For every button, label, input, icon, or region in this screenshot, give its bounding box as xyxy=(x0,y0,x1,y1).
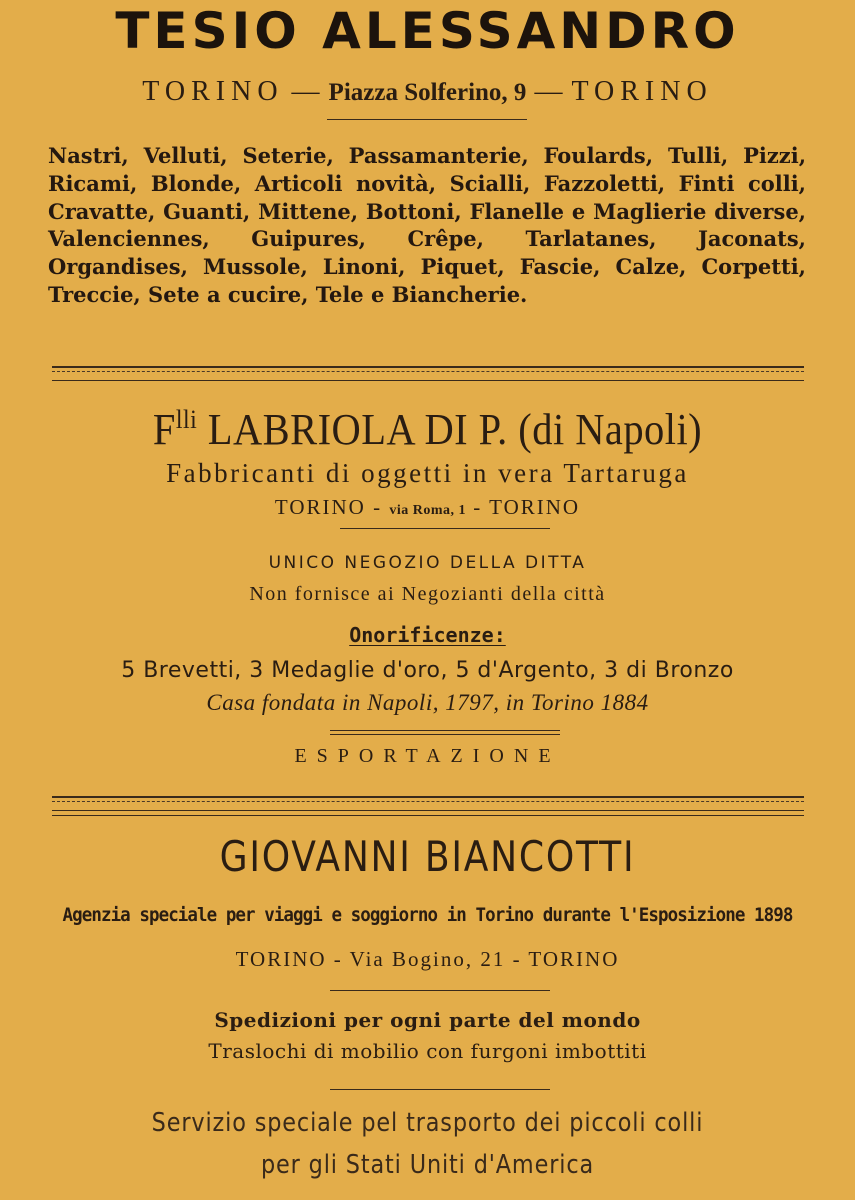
biancotti-rule-2 xyxy=(330,1089,550,1090)
divider-1 xyxy=(52,366,804,381)
labriola-title-rest: LABRIOLA DI P. (di Napoli) xyxy=(197,405,703,454)
labriola-address xyxy=(0,495,855,520)
tesio-product-list: Nastri, Velluti, Seterie, Passamanterie, Foulards, Tulli, Pizzi, Ricami, Blonde, Articoli novità, Scialli, Fazzoletti, Finti colli, Cravatte, Guanti, Mittene, Bottoni, Flanelle e Maglierie diverse, Valenciennes, Guipures, Crêpe, Tarlatanes, Jaconats, Organdises, Mussole, Linoni, Piquet, Fascie, Calze, Corpetti, Treccie, Sete a cucire, Tele e Biancherie. xyxy=(48,143,806,307)
tesio-separator-left: — xyxy=(291,76,321,107)
labriola-esportazione: ESPORTAZIONE xyxy=(294,745,561,767)
divider-2-bottom xyxy=(52,815,804,816)
tesio-city-left: TORINO xyxy=(142,76,284,107)
labriola-title-sup: lli xyxy=(175,405,198,434)
divider-2 xyxy=(52,796,804,811)
labriola-title xyxy=(34,404,821,455)
labriola-rule-3 xyxy=(330,734,560,735)
biancotti-spedizioni: Spedizioni per ogni parte del mondo xyxy=(214,1008,641,1032)
biancotti-title: GIOVANNI BIANCOTTI xyxy=(219,832,636,881)
labriola-city-left: TORINO - xyxy=(274,495,390,519)
labriola-city-right: - TORINO xyxy=(466,495,581,519)
labriola-street: via Roma, 1 xyxy=(389,503,467,518)
labriola-casa-fondata: Casa fondata in Napoli, 1797, in Torino 1884 xyxy=(206,690,649,715)
biancotti-address: TORINO - Via Bogino, 21 - TORINO xyxy=(235,947,620,971)
tesio-street: Piazza Solferino, 9 xyxy=(328,79,527,106)
tesio-separator-right: — xyxy=(534,76,564,107)
biancotti-servizio-line-1: Servizio speciale pel trasporto dei piccoli colli xyxy=(151,1108,704,1138)
biancotti-servizio-line-2: per gli Stati Uniti d'America xyxy=(260,1150,595,1180)
labriola-rule-2 xyxy=(330,730,560,731)
labriola-short-rule xyxy=(340,528,550,529)
biancotti-short-rule xyxy=(330,990,550,991)
labriola-brevetti: 5 Brevetti, 3 Medaglie d'oro, 5 d'Argento, 3 di Bronzo xyxy=(121,658,734,683)
tesio-city-right: TORINO xyxy=(571,76,713,107)
biancotti-subtitle: Agenzia speciale per viaggi e soggiorno in Torino durante l'Esposizione 1898 xyxy=(62,904,793,926)
biancotti-traslochi: Traslochi di mobilio con furgoni imbottiti xyxy=(208,1039,647,1063)
labriola-onorificenze: Onorificenze: xyxy=(349,623,506,647)
labriola-title-prefix: F xyxy=(152,405,176,454)
tesio-short-rule xyxy=(327,119,527,120)
labriola-subtitle: Fabbricanti di oggetti in vera Tartaruga xyxy=(166,458,689,488)
tesio-address xyxy=(0,76,855,108)
labriola-unico: UNICO NEGOZIO DELLA DITTA xyxy=(268,553,587,573)
tesio-title: TESIO ALESSANDRO xyxy=(115,2,740,60)
labriola-non-fornisce: Non fornisce ai Negozianti della città xyxy=(249,583,606,605)
